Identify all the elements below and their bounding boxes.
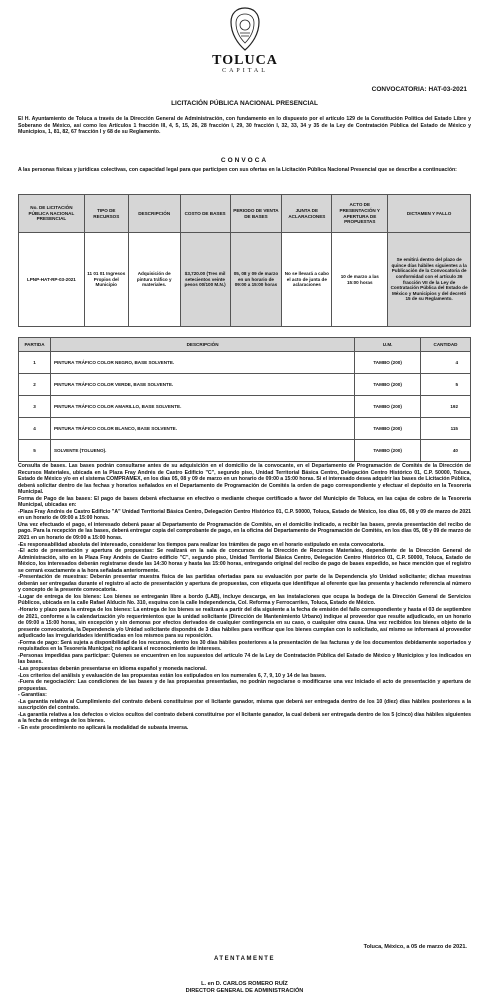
body-paragraph: -Lugar de entrega de los bienes: Los bienes se entregarán libre a bordo (LAB), incluye descarga, en las instalaciones que ocupa la bodega de la Dirección General de Servicios Públicos, ubicada en la calle Rafael Alducín No. 310, esquina con la calle Independencia, Col. Reforma y Ferrocarriles, Toluca, Estado de México. [18,593,471,607]
partida-quantity: 192 [421,396,471,418]
body-paragraph: -La garantía relativa al Cumplimiento del contrato deberá constituirse por el licitante ganador, misma que deberá ser entregada dentro de los 10 (diez) días hábiles posteriores a la suscripción del contrato. [18,698,471,712]
table-row [19,418,471,440]
table-header-cell: DICTAMEN Y FALLO [388,195,471,233]
intro-paragraph: El H. Ayuntamiento de Toluca a través de la Dirección General de Administración, con fundamento en lo dispuesto por el artículo 129 de la Constitución Política del Estado Libre y Soberano de México, así como los Artículos 1 fracción III, 4, 5, 15, 26, 28 fracción I, 29, 30 fracción I, 32, 33, 34 y 35 de la Ley de Contratación Pública del Estado de México y Municipios, 1, 81, 82, 67 fracción I y 68 de su Reglamento. [18,116,471,136]
partida-quantity: 5 [421,374,471,396]
body-paragraph: -Los criterios del análisis y evaluación de las propuestas están los estipulados en los numerales 6, 7, 9, 10 y 14 de las bases. [18,672,327,679]
partida-unit: TAMBO (200) [355,440,421,462]
partida-unit: TAMBO (200) [355,418,421,440]
logo-wordmark: TOLUCA [212,53,278,68]
partida-quantity: 115 [421,418,471,440]
partidas-table [18,337,471,462]
table-row [19,352,471,374]
partida-unit: TAMBO (200) [355,396,421,418]
table-row [19,233,471,327]
signer-name: L. en D. CARLOS ROMERO RUÍZ [201,981,288,987]
municipal-crest-icon [226,6,264,52]
table-row [19,396,471,418]
partida-number: 3 [19,396,51,418]
table-header-cell: U.M. [355,338,421,352]
body-paragraph: -Fuera de negociación: Las condiciones de las bases y de las propuestas presentadas, no podrán negociarse o modificarse una vez iniciado el acto de presentación y apertura de propuestas. [18,679,471,692]
partida-number: 4 [19,418,51,440]
table-header-cell: PERIODO DE VENTA DE BASES [230,195,282,233]
table-cell: No se llevará a cabo el acto de junta de aclaraciones [282,233,332,327]
body-paragraph: -La garantía relativa a los defectos o vicios ocultos del contrato deberá constituirse por el licitante ganador, la cual deberá ser entregada dentro de los 5 (cinco) días hábiles siguientes a la fecha de entrega de los bienes. [18,711,471,725]
body-paragraph: Forma de Pago de las bases: El pago de bases deberá efectuarse en efectivo o mediante cheque certificado a favor del Municipio de Toluca, en las cajas de cobro de la Tesorería Municipal, ubicadas en: [18,495,471,509]
partida-quantity: 4 [421,352,471,374]
table-cell: Se emitirá dentro del plazo de quince días hábiles siguientes a la Publicación de la Convocatoria de conformidad con el artículo 36 fracción VII de la Ley de Contratación Pública del Estado de México y Municipios y del decretó 15 de su Reglamento. [388,233,471,327]
table-header-row [19,338,471,352]
table-header-cell: TIPO DE RECURSOS [84,195,128,233]
body-paragraph: -Las propuestas deberán presentarse en idioma español y moneda nacional. [18,665,207,672]
partida-description: PINTURA TRÁFICO COLOR VERDE, BASE SOLVENTE. [50,374,354,396]
partida-number: 2 [19,374,51,396]
body-paragraph: -El acto de presentación y apertura de propuestas: Se realizará en la sala de concursos de la Dirección de Recursos Materiales, dependiente de la Dirección General de Administración, sito en la Plaza Fray Andrés de Castro edificio "C", segundo piso, Unidad Territorial Básica Centro, Delegación Centro Histórico 01, C.P. 50000, Toluca, Estado de México, los interesados deberán registrarse desde las 14:30 horas y hasta las 15:00 horas, entregando original del recibo de pago de bases expedido, se hace mención que el registro se cerrará exactamente a la hora señalada anteriormente. [18,548,471,574]
table-cell: Adquisición de pintura tráfico y materiales. [128,233,180,327]
toluca-logo [208,6,282,75]
table-header-cell: JUNTA DE ACLARACIONES [282,195,332,233]
table-row [19,374,471,396]
table-header-cell: COSTO DE BASES [180,195,230,233]
signer-title: DIRECTOR GENERAL DE ADMINISTRACIÓN [185,987,304,994]
convoca-heading: CONVOCA [220,157,269,164]
body-paragraph: - En este procedimiento no aplicará la modalidad de subasta inversa. [18,724,189,731]
partida-number: 1 [19,352,51,374]
partida-unit: TAMBO (200) [355,352,421,374]
table-header-cell: ACTO DE PRESENTACIÓN Y APERTURA DE PROPUESTAS [332,195,388,233]
page-title: LICITACIÓN PÚBLICA NACIONAL PRESENCIAL [171,100,318,107]
logo-subtitle: CAPITAL [222,68,268,74]
table-cell: LPNP-HAT-RP-03-2021 [19,233,85,327]
body-paragraph: -Presentación de muestras: Deberán presentar muestra física de las partidas ofertadas para su evaluación por parte de la Dependencia y/o Unidad solicitante; dichas muestras deberán ser entregadas durante el registro al acto de presentación y apertura de propuestas, con etiqueta que identifique al oferente que las presenta y haciendo referencia al número y concepto de la presente convocatoria. [18,574,471,594]
closing-salutation: ATENTAMENTE [214,956,275,962]
convocatoria-id: CONVOCATORIA: HAT-03-2021 [371,86,467,93]
table-row [19,440,471,462]
table-cell: 05, 08 y 09 de marzo en un horario de 09:00 a 15:00 horas [230,233,282,327]
body-paragraph: -Es responsabilidad absoluta del interesado, considerar los tiempos para realizar los trámites de pago en el horario estipulado en esta convocatoria. [18,541,385,548]
signature-block [0,981,489,995]
body-paragraph: -Personas impedidas para participar: Quienes se encuentren en los supuestos del artículo 74 de la Ley de Contratación Pública del Estado de México y Municipios y los indicados en las bases. [18,652,471,666]
table-cell: $3,720.00 (Tres mil setecientos veinte pesos 00/100 M.N.) [180,233,230,327]
table-header-cell: PARTIDA [19,338,51,352]
body-paragraph: Consulta de bases. Las bases podrán consultarse antes de su adquisición en el domicilio de la convocante, en el Departamento de Programación de Comités de la Dirección de Recursos Materiales, ubicada en la Plaza Fray Andrés de Castro Edificio "C", segundo piso, Unidad Territorial Básica Centro, Delegación Centro Histórico 01, C.P. 50000, Toluca, Estado de México y/o en el sistema COMPRAMEX, en los días 05, 08 y 09 de marzo en un horario de 09:00 a 15:00 horas. Si el interesado desea adquirir las bases de Licitación Pública, deberá solicitar dentro de las fechas y horarios señalados en el Departamento de Programación de Comités la orden de pago correspondiente y efectuar el depósito en la Tesorería Municipal. [18,463,471,496]
partida-unit: TAMBO (200) [355,374,421,396]
table-header-cell: CANTIDAD [421,338,471,352]
body-paragraph: -Horario y plazo para la entrega de los bienes: La entrega de los bienes se realizará a partir del día siguiente a la fecha de emisión del fallo correspondiente y hasta el 03 de septiembre de 2021, conforme a la calendarización y/o requerimientos que la unidad solicitante (Dirección de Mantenimiento Urbano) indique al proveedor que resulte adjudicado, en un horario de 09:00 a 15:00 horas, sin excepción y sin demoras por efectos derivados de cualquier contingencia en su caso, o cualquier otra causa. Una vez recibidos los bienes objeto de la presente convocatoria, la Dependencia y/o Unidad solicitante dispondrá de 3 días hábiles para verificar que los bienes cumplan con lo solicitado, así mismo se informará al proveedor adjudicado las irregularidades identificadas en los mismos para su reposición. [18,607,471,640]
partida-description: SOLVENTE (TOLUENO). [50,440,354,462]
table-header-cell: DESCRIPCIÓN [128,195,180,233]
convoca-paragraph: A las personas físicas y jurídicas colectivas, con capacidad legal para que participen con sus ofertas en la Licitación Pública Nacional Presencial que se describe a continuación: [18,167,457,173]
partida-description: PINTURA TRÁFICO COLOR NEGRO, BASE SOLVENTE. [50,352,354,374]
document-date: Toluca, México, a 05 de marzo de 2021. [363,944,467,950]
body-paragraph: - Garantías: [18,692,47,699]
partida-description: PINTURA TRÁFICO COLOR BLANCO, BASE SOLVENTE. [50,418,354,440]
conditions-text [18,463,471,731]
table-cell: 11 01 01 Ingresos Propios del Municipio [84,233,128,327]
table-cell: 10 de marzo a las 15:00 horas [332,233,388,327]
table-header-cell: DESCRIPCIÓN [50,338,354,352]
body-paragraph: -Forma de pago: Será sujeta a disponibilidad de los recursos, dentro los 30 días hábiles posteriores a la presentación de las facturas y de los documentos debidamente soportados y requisitados en la Tesorería Municipal; no aplicará el reconocimiento de intereses. [18,639,471,653]
licitacion-table [18,194,471,327]
body-paragraph: Una vez efectuado el pago, el interesado deberá pasar al Departamento de Programación de Comités, en el domicilio indicado, a recibir las bases, previa presentación del recibo de pago. Para la recepción de las bases, deberá entregar copia del comprobante de pago, en la oficina del Departamento de Programación de Comités, en los días 05, 08 y 09 de marzo de 2021 en un horario de 09:00 a 15:00 horas. [18,521,471,542]
table-header-cell: No. DE LICITACIÓN PÚBLICA NACIONAL PRESENCIAL [19,195,85,233]
body-paragraph: -Plaza Fray Andrés de Castro Edificio "A" Unidad Territorial Básica Centro, Delegación Centro Histórico 01, C.P. 50000, Toluca, Estado de México, los días 05, 08 y 09 de marzo de 2021 en un horario de 09:00 a 15:00 horas. [18,508,471,522]
partida-number: 5 [19,440,51,462]
partida-description: PINTURA TRÁFICO COLOR AMARILLO, BASE SOLVENTE. [50,396,354,418]
table-header-row [19,195,471,233]
partida-quantity: 40 [421,440,471,462]
